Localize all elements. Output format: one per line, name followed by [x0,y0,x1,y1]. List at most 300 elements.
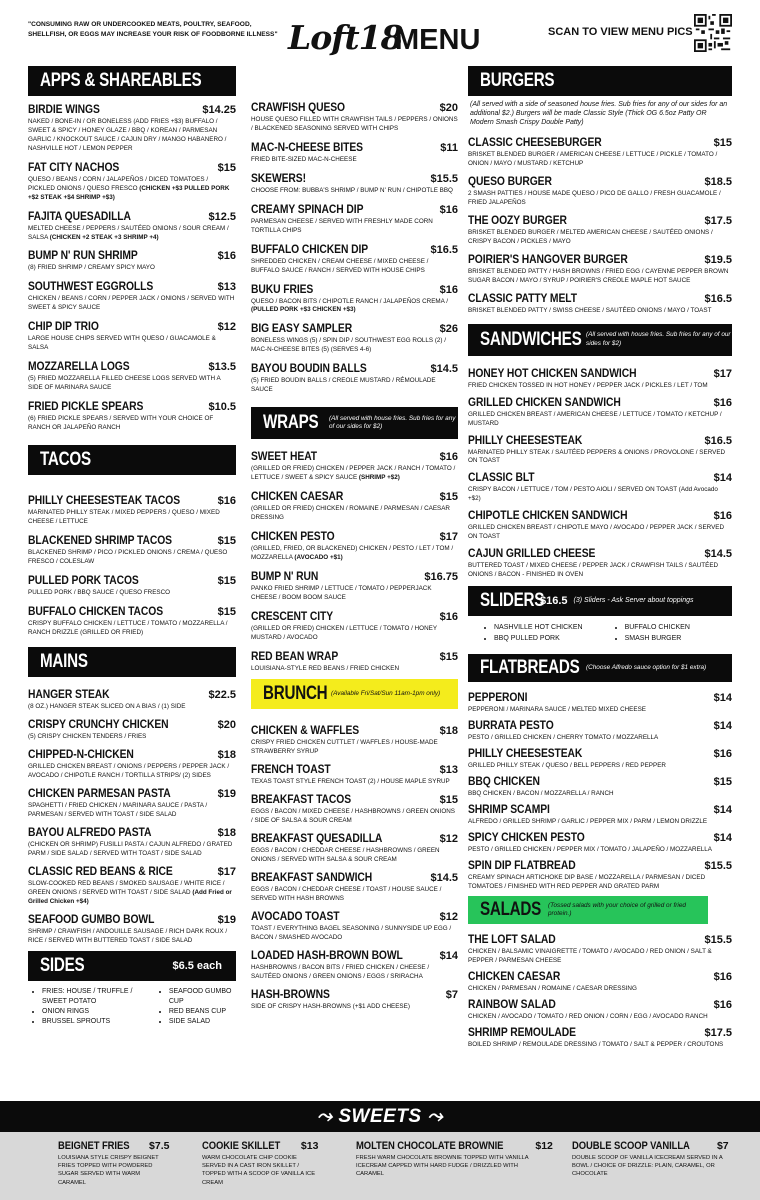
menu-item-row [468,690,732,704]
menu-item [251,361,458,395]
menu-item-name: QUESO BURGER [468,174,552,189]
menu-item-addon: (CHICKEN +2 STEAK +3 SHRIMP +4) [49,233,159,241]
menu-item-row [251,361,458,375]
menu-item-price: $14.25 [202,104,236,116]
menu-item-price: $14.5 [704,548,732,561]
menu-item-price: $16 [439,610,458,623]
menu-item-name: BLACKENED SHRIMP TACOS [28,532,172,547]
menu-item-name: CHICKEN CAESAR [251,489,344,503]
menu-item-row [468,858,732,872]
menu-item-row [251,649,458,663]
menu-item-desc-text: HASHBROWNS / BACON BITS / FRIED CHICKEN / CHEESE / SAUTÉED ONIONS / GREEN ONIONS / EGGS / SRIRACHA [251,963,430,980]
sweet-item-name: MOLTEN CHOCOLATE BROWNIE [356,1140,504,1152]
menu-item-name: CHICKEN PARMESAN PASTA [28,786,171,801]
menu-item-desc [468,382,732,391]
menu-item-desc-text: LOUISIANA-STYLE RED BEANS / FRIED CHICKEN [251,664,400,672]
logo [288,12,484,62]
sweet-item-name: COOKIE SKILLET [202,1140,281,1152]
salads-list [468,930,732,1050]
menu-item-row [28,359,236,373]
menu-item-row [468,746,732,760]
menu-item-row [251,609,458,623]
sandwiches-header [468,324,732,356]
menu-item-price: $7 [445,988,458,1001]
menu-item-price: $16.75 [424,570,458,583]
menu-item-price: $14 [713,720,732,733]
menu-item-price: $14 [713,804,732,817]
menu-item [468,291,732,316]
menu-item-desc-text: TOAST / EVERYTHING BAGEL SEASONING / SUNNYSIDE UP EGG / BACON / SMASHED AVOCADO [251,924,452,941]
menu-item [28,399,236,433]
menu-item-name: CAJUN GRILLED CHEESE [468,546,596,561]
menu-item [28,493,236,527]
menu-item [468,366,732,391]
menu-item-desc [251,625,458,643]
menu-item-desc-text: LARGE HOUSE CHIPS SERVED WITH QUESO / GUACAMOLE & SALSA [28,335,216,352]
menu-item-desc [28,733,236,742]
menu-item-price: $13 [217,281,236,294]
menu-item-name: PULLED PORK TACOS [28,572,139,587]
menu-item-desc [28,549,236,567]
menu-item-desc-text: BRISKET BLENDED BURGER / AMERICAN CHEESE / LETTUCE / PICKLE / TOMATO / ONION / MAYO / MUSTARD / KETCHUP [468,151,718,168]
menu-item [468,690,732,715]
menu-item-row [251,831,458,845]
menu-item-name: CHICKEN CAESAR [468,968,561,983]
menu-item-desc [468,985,732,994]
menu-item-desc [251,377,458,395]
side-item: • SIDE SALAD [169,1017,232,1027]
mains-title: MAINS [40,651,88,673]
menu-item-row [28,786,236,800]
menu-item-price: $18 [439,725,458,738]
salads-note: (Tossed salads with your choice of grilled or fried protein.) [548,901,686,917]
menu-item-name: HASH-BROWNS [251,986,330,1001]
menu-item-desc [468,706,732,715]
menu-item-row [28,493,236,507]
menu-item [251,140,458,165]
menu-item-row [468,174,732,188]
menu-item-desc-text: NAKED / BONE-IN / OR BONELESS (ADD FRIES +$3) BUFFALO / SWEET & SPICY / HONEY GLAZE / BBQ / KOREAN / PARMESAN GARLIC / KNOCKOUT SAUCE / CAJUN DRY / MANGO HABANERO / NASHVILLE HOT / LEMON PEPPER [28,118,227,152]
menu-item-name: PEPPERONI [468,690,528,705]
menu-item-desc-text: (CHICKEN OR SHRIMP) FUSILLI PASTA / CAJUN ALFREDO / GRATED PARM / SIDE SALAD / SERVED WITH TOAST / SIDE SALAD [28,841,233,857]
menu-item [28,825,236,859]
menu-item-price: $16 [217,250,236,263]
menu-item-desc-text: CHICKEN / BEANS / CORN / PEPPER JACK / ONIONS / SERVED WITH SWEET & SPICY SAUCE [28,295,235,312]
menu-item [251,948,458,982]
menu-item-row [468,291,732,305]
menu-item-name: BUMP N' RUN [251,568,319,583]
menu-item-desc-text: BLACKENED SHRIMP / PICO / PICKLED ONIONS / CREMA / QUESO FRESCO / COLESLAW [28,548,228,565]
menu-item [468,802,732,827]
wraps-note: (All served with house fries. Sub fries for any of our sides for $2) [329,414,456,431]
menu-item-row [28,912,236,926]
burgers-note: (All served with a side of seasoned house fries. Sub fries for any of our sides for an additional $2.) Burgers will be made Classic Style (Thick OG 6.5oz Patty OR Modern Smash Crispy Double Patty) [470,101,728,127]
menu-item-row [468,252,732,266]
menu-item-addon: (AVOCADO +$1) [294,553,343,561]
menu-item-name: CHIPPED-N-CHICKEN [28,747,134,762]
menu-item-desc [468,790,732,799]
qr-code-icon[interactable] [694,14,732,52]
menu-item-desc [28,264,236,273]
menu-item-desc-text: GRILLED CHICKEN BREAST / ONIONS / PEPPERS / PEPPER JACK / AVOCADO / CHIPOTLE RANCH / TORTILLA STRIPS/ (2) SIDES [28,763,230,780]
column-1 [28,66,236,1027]
menu-item-desc-text: GRILLED PHILLY STEAK / QUESO / BELL PEPPERS / RED PEPPER [468,762,666,770]
menu-item-row [468,433,732,447]
menu-item-name: CHICKEN PESTO [251,528,335,543]
menu-item [468,470,732,504]
menu-item-desc-text: 2 SMASH PATTIES / HOUSE MADE QUESO / PICO DE GALLO / FRESH GUACAMOLE / FRIED JALAPEÑOS [468,190,721,207]
menu-item [28,604,236,638]
sweet-item-name: DOUBLE SCOOP VANILLA [572,1140,690,1152]
menu-item-desc [28,415,236,433]
menu-item-row [251,282,458,296]
menu-item-price: $16 [439,203,458,216]
menu-item-price: $18 [217,827,236,840]
menu-item-name: CHICKEN & WAFFLES [251,723,360,738]
menu-item [28,359,236,393]
menu-item-desc [468,762,732,771]
menu-item-price: $15 [217,161,236,174]
menu-item-price: $18.5 [704,176,732,189]
side-item: • BRUSSEL SPROUTS [42,1017,159,1027]
foodborne-warning: "CONSUMING RAW OR UNDERCOOKED MEATS, POULTRY, SEAFOOD, SHELLFISH, OR EGGS MAY INCREASE YOUR RISK OF FOODBORNE ILLNESS" [28,21,278,38]
menu-item [28,319,236,353]
menu-item-row [28,399,236,413]
menu-item-desc-text: SHREDDED CHICKEN / CREAM CHEESE / MIXED CHEESE / BUFFALO SAUCE / RANCH / SERVED WITH HOUSE CHIPS [251,257,429,274]
menu-item-price: $17 [713,367,732,380]
menu-item [468,858,732,892]
menu-item-name: PHILLY CHEESESTEAK [468,746,583,761]
menu-item [28,747,236,781]
sliders-title: SLIDERS [480,590,545,612]
burgers-header [468,66,732,96]
flatbreads-header [468,654,732,682]
burgers-list [468,135,732,315]
menu-item-desc-text: PEPPERONI / MARINARA SAUCE / MELTED MIXED CHEESE [468,706,646,714]
menu-item [28,717,236,742]
menu-item-name: BREAKFAST TACOS [251,792,352,807]
menu-item-price: $14 [713,692,732,705]
menu-item [468,746,732,771]
menu-item-desc [251,808,458,826]
menu-item-row [251,321,458,335]
menu-item-price: $19 [217,788,236,801]
sweet-item-row [58,1140,168,1152]
menu-item [251,762,458,787]
menu-item [468,932,732,966]
menu-item-price: $14 [439,949,458,962]
menu-item-name: HONEY HOT CHICKEN SANDWICH [468,365,637,380]
menu-item-desc [251,116,458,134]
menu-item-desc [28,335,236,353]
menu-item-desc-text: (5) FRIED BOUDIN BALLS / CREOLE MUSTARD / RÉMOULADE SAUCE [251,377,436,394]
menu-item-price: $12 [439,833,458,846]
menu-item-desc-text: BONELESS WINGS (5) / SPIN DIP / SOUTHWEST EGG ROLLS (2) / MAC-N-CHEESE BITES (5) (SERVES 4-6) [251,337,447,354]
menu-item-row [251,948,458,962]
menu-item-desc [468,449,732,467]
sandwiches-title: SANDWICHES [480,328,582,350]
menu-item-desc [468,1013,732,1022]
menu-item-desc-text: (GRILLED OR FRIED) CHICKEN / ROMAINE / PARMESAN / CAESAR DRESSING [251,505,450,521]
side-item: • FRIES: HOUSE / TRUFFLE / SWEET POTATO [42,987,159,1007]
menu-item-name: THE LOFT SALAD [468,931,556,946]
menu-item-row [468,470,732,484]
menu-item-desc-text: GRILLED CHICKEN BREAST / AMERICAN CHEESE / LETTUCE / TOMATO / KETCHUP / MUSTARD [468,410,722,427]
flatbreads-note: (Choose Alfredo sauce option for $1 extra) [586,664,707,672]
menu-item-name: BIG EASY SAMPLER [251,321,353,336]
apps-header [28,66,236,96]
sweet-item [58,1140,168,1187]
brunch-header [251,679,458,709]
menu-item-price: $12 [439,910,458,923]
menu-item-price: $15 [439,650,458,663]
sides-list [28,987,236,1028]
menu-item-desc [251,337,458,355]
brunch-note: (Available Fri/Sat/Sun 11am-1pm only) [331,690,441,698]
menu-item-price: $15 [713,137,732,150]
menu-item-desc [28,763,236,781]
menu-item-row [28,825,236,839]
menu-item [251,831,458,865]
sweet-item-row [572,1140,732,1152]
sweet-item [356,1140,553,1179]
sweets-title-text: SWEETS [338,1106,422,1127]
menu-item-desc-text: CRISPY FRIED CHICKEN CUTTLET / WAFFLES / HOUSE-MADE STRAWBERRY SYRUP [251,739,438,756]
menu-item-name: BIRDIE WINGS [28,102,100,116]
burgers-title: BURGERS [480,70,555,91]
menu-item-desc [468,874,732,892]
menu-item-desc [251,505,458,523]
salads-title: SALADS [480,898,542,920]
menu-item [251,987,458,1012]
menu-item-desc-text: SLOW-COOKED RED BEANS / SMOKED SAUSAGE / WHITE RICE / GREEN ONIONS / SERVED WITH TOAST / SIDE SALAD [28,879,225,896]
menu-item [251,609,458,643]
menu-item [468,213,732,247]
menu-item [28,160,236,203]
menu-item-desc-text: BRISKET BLENDED PATTY / SWISS CHEESE / SAUTÉED ONIONS / MAYO / TOAST [468,306,712,314]
menu-item-price: $17 [439,530,458,543]
menu-item [28,102,236,154]
wraps-title: WRAPS [263,412,319,434]
menu-item-price: $16 [217,494,236,507]
mains-list [28,683,236,945]
menu-item-name: SPIN DIP FLATBREAD [468,858,576,873]
menu-item-name: CREAMY SPINACH DIP [251,201,364,216]
side-item: • SEAFOOD GUMBO CUP [169,987,232,1007]
menu-item-desc [251,925,458,943]
menu-item [251,649,458,674]
menu-item-price: $11 [440,141,458,154]
menu-item-row [251,449,458,463]
menu-item-price: $16 [713,998,732,1011]
menu-item-row [468,395,732,409]
sweet-item-desc: WARM CHOCOLATE CHIP COOKIE SERVED IN A CAST IRON SKILLET / TOPPED WITH A SCOOP OF VANILLA ICE CREAM [202,1155,316,1186]
menu-item-row [251,792,458,806]
menu-item-desc [251,258,458,276]
sweets-header [0,1101,760,1132]
sliders-price: $16.5 [540,595,568,608]
menu-item-desc [28,928,236,946]
menu-item-desc [251,545,458,563]
tacos-title: TACOS [40,448,91,470]
menu-item-row [28,687,236,701]
menu-item-name: CLASSIC RED BEANS & RICE [28,863,173,878]
menu-item-price: $16 [713,510,732,523]
sweet-item-desc: DOUBLE SCOOP OF VANILLA ICECREAM SERVED IN A BOWL / CHOICE OF DRIZZLE: PLAIN, CARAMEL, OR CHOCOLATE [572,1155,723,1178]
menu-item [28,687,236,712]
menu-item-price: $14 [713,832,732,845]
menu-item-desc [28,841,236,859]
menu-item-desc [468,411,732,429]
menu-item-row [468,830,732,844]
menu-item-price: $19.5 [704,253,732,266]
menu-item-addon: (PULLED PORK +$3 CHICKEN +$3) [251,306,356,314]
sweet-item-price: $7 [716,1140,729,1152]
menu-item-desc-text: EGGS / BACON / CHEDDAR CHEESE / TOAST / HOUSE SAUCE / SERVED WITH HASH BROWNS [251,886,442,902]
slider-item: • BBQ PULLED PORK [494,633,583,644]
menu-item-price: $26 [439,323,458,336]
tacos-list [28,481,236,638]
menu-item-desc-text: HOUSE QUESO FILLED WITH CRAWFISH TAILS / PEPPERS / ONIONS / BLACKENED SEASONING SERVED WITH CHIPS [251,116,458,132]
menu-item-row [28,604,236,618]
sliders-header [468,586,732,616]
menu-item-row [28,209,236,223]
menu-item-desc [251,218,458,236]
menu-item-name: BUMP N' RUN SHRIMP [28,248,138,263]
menu-item-desc-text: (GRILLED OR FRIED) CHICKEN / LETTUCE / TOMATO / HONEY MUSTARD / AVOCADO [251,624,437,641]
menu-item-row [251,909,458,923]
menu-item-desc-text: PESTO / GRILLED CHICKEN / PEPPER MIX / TOMATO / JALAPEÑO / MOZZARELLA [468,846,713,854]
menu-item-name: GRILLED CHICKEN SANDWICH [468,394,621,409]
menu-item-name: BUKU FRIES [251,281,314,296]
menu-item-name: FRIED PICKLE SPEARS [28,399,144,413]
menu-item [251,202,458,236]
menu-item-price: $20 [439,102,458,114]
sides-header [28,951,236,981]
menu-item-price: $22.5 [208,689,236,702]
sweet-item-price: $7.5 [149,1140,170,1152]
menu-item-desc-text: (5) CRISPY CHICKEN TENDERS / FRIES [28,733,147,741]
menu-item [468,135,732,169]
menu-item [251,569,458,603]
menu-item [251,529,458,563]
menu-item-desc-text: (GRILLED, FRIED, OR BLACKENED) CHICKEN / PESTO / LET / TOM / MOZZARELLA [251,544,454,561]
menu-item [251,870,458,904]
menu-item [28,573,236,598]
menu-item-row [28,102,236,116]
sweets-section [0,1132,760,1200]
menu-item-desc [28,620,236,638]
menu-item-price: $16 [713,970,732,983]
menu-item-name: FAT CITY NACHOS [28,159,120,174]
menu-item-desc-text: CHICKEN / BALSAMIC VINAIGRETTE / TOMATO / AVOCADO / RED ONION / SALT & PEPPER / PARMESAN CHEESE [468,947,712,964]
menu-item-name: CHIP DIP TRIO [28,319,99,334]
menu-item-name: SKEWERS! [251,170,306,185]
menu-item [28,864,236,907]
menu-item-desc [468,818,732,827]
menu-item-desc-text: BOILED SHRIMP / REMOULADE DRESSING / TOMATO / SALT & PEPPER / CROUTONS [468,1040,724,1048]
menu-item [468,774,732,799]
menu-item [251,171,458,196]
menu-item [251,909,458,943]
menu-item-desc-text: CRISPY BACON / LETTUCE / TOM / PESTO AIOLI / SERVED ON TOAST (Add Avocado +$2) [468,486,718,503]
menu-item-name: BAYOU ALFREDO PASTA [28,825,152,840]
wraps-list [251,445,458,673]
menu-item-desc [28,509,236,527]
menu-item-desc [251,778,458,787]
apps-title: APPS & SHAREABLES [40,70,202,91]
menu-item-desc [251,585,458,603]
menu-item [251,282,458,316]
menu-item-desc [251,1003,458,1012]
menu-item-row [251,870,458,884]
menu-item [251,449,458,483]
menu-item-row [28,160,236,174]
menu-item-name: BUFFALO CHICKEN DIP [251,241,369,256]
menu-item-name: BREAKFAST SANDWICH [251,870,373,884]
menu-item-desc-text: BBQ CHICKEN / BACON / MOZZARELLA / RANCH [468,790,614,798]
wraps-header [251,407,458,439]
menu-item [468,969,732,994]
menu-item-row [251,529,458,543]
side-item: • RED BEANS CUP [169,1007,232,1017]
menu-item-desc-text: BRISKET BLENDED PATTY / HASH BROWNS / FRIED EGG / CAYENNE PEPPER BROWN SUGAR BACON / MAYO / SYRUP / POIRIER'S CREOLE MAPLE HOT SAUCE [468,267,729,284]
menu-item-price: $16 [713,396,732,409]
menu-item-row [251,569,458,583]
menu-item-row [468,508,732,522]
menu-item-row [468,213,732,227]
menu-item-addon: (Add Fried or Grilled Chicken +$4) [28,888,232,905]
menu-item-name: RAINBOW SALAD [468,996,556,1011]
menu-item-desc-text: BRISKET BLENDED BURGER / MELTED AMERICAN CHEESE / SAUTÉED ONIONS / CRISPY BACON / PICKLES / MAYO [468,229,713,245]
menu-item [468,718,732,743]
menu-item-desc [28,225,236,243]
menu-item-price: $15.5 [430,172,458,185]
menu-item-desc [28,703,236,712]
menu-item-desc-text: ALFREDO / GRILLED SHRIMP / GARLIC / PEPPER MIX / PARM / LEMON DRIZZLE [468,818,708,826]
menu-item-price: $19 [217,913,236,926]
menu-item-price: $17.5 [704,215,732,228]
menu-item-desc-text: PANKO FRIED SHRIMP / LETTUCE / TOMATO / PEPPERJACK CHEESE / BOOM BOOM SAUCE [251,584,432,601]
sides-title: SIDES [40,954,85,976]
menu-item-desc [251,665,458,674]
menu-item-name: BUFFALO CHICKEN TACOS [28,603,164,618]
menu-item-desc-text: MARINATED PHILLY STEAK / SAUTÉED PEPPERS & ONIONS / PROVOLONE / SERVED ON TOAST [468,448,726,465]
menu-item-row [28,248,236,262]
menu-item-desc-text: BUTTERED TOAST / MIXED CHEESE / PEPPER JACK / CRAWFISH TAILS / SAUTÉED ONIONS / BACON - FINISHED IN OVEN [468,562,719,579]
menu-item-price: $20 [217,719,236,732]
menu-item-row [468,932,732,946]
menu-item [468,252,732,286]
menu-item-desc-text: (6) FRIED PICKLE SPEARS / SERVED WITH YOUR CHOICE OF RANCH OR JALAPEÑO RANCH [28,415,214,431]
menu-item-desc-text: CHICKEN / PARMESAN / ROMAINE / CAESAR DRESSING [468,984,637,992]
menu-item-price: $15 [217,605,236,618]
menu-item-price: $10.5 [208,401,236,413]
slider-item: • SMASH BURGER [625,633,690,644]
menu-item-desc [468,734,732,743]
menu-item-name: MAC-N-CHEESE BITES [251,139,363,154]
scan-label: SCAN TO VIEW MENU PICS [548,26,693,38]
menu-item-row [468,1025,732,1039]
menu-item-desc [251,847,458,865]
sweet-item-desc: LOUISIANA STYLE CRISPY BEIGNET FRIES TOPPED WITH POWDERED SUGAR SERVED WITH WARM CARAMEL [58,1155,159,1186]
menu-item-price: $18 [217,749,236,762]
sliders-list [468,622,732,644]
menu-item-desc-text: (GRILLED OR FRIED) CHICKEN / PEPPER JACK / RANCH / TOMATO / LETTUCE / SWEET & SPICY SAUCE [251,465,456,482]
menu-item-desc [468,846,732,855]
menu-item-price: $16 [439,451,458,464]
logo-script: Loft18 [288,18,403,57]
